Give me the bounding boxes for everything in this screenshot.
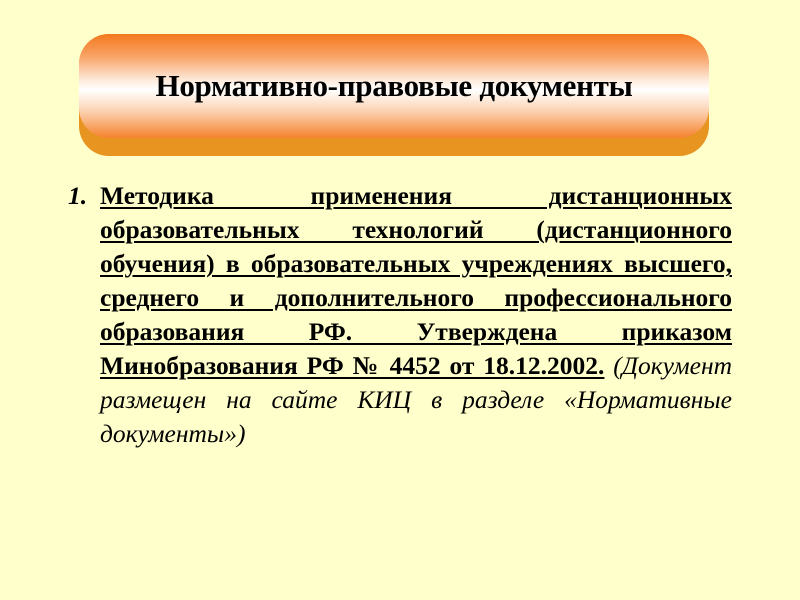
document-description <box>100 179 732 451</box>
document-location-note: (Документ размещен на сайте КИЦ в разделе «Нормативные документы») <box>100 351 733 448</box>
title-banner <box>79 34 709 156</box>
document-link[interactable]: Методика применения дистанционных образовательных технологий (дистанционного обучения) в образовательных учреждениях высшего, среднего и дополнительного профессионального образования РФ. Утверждена приказом Минобразования РФ № 4452 от 18.12.2002. <box>100 181 732 380</box>
item-number: 1. <box>68 181 88 210</box>
page-title: Нормативно-правовые документы <box>155 68 633 103</box>
document-list-item <box>68 179 732 451</box>
